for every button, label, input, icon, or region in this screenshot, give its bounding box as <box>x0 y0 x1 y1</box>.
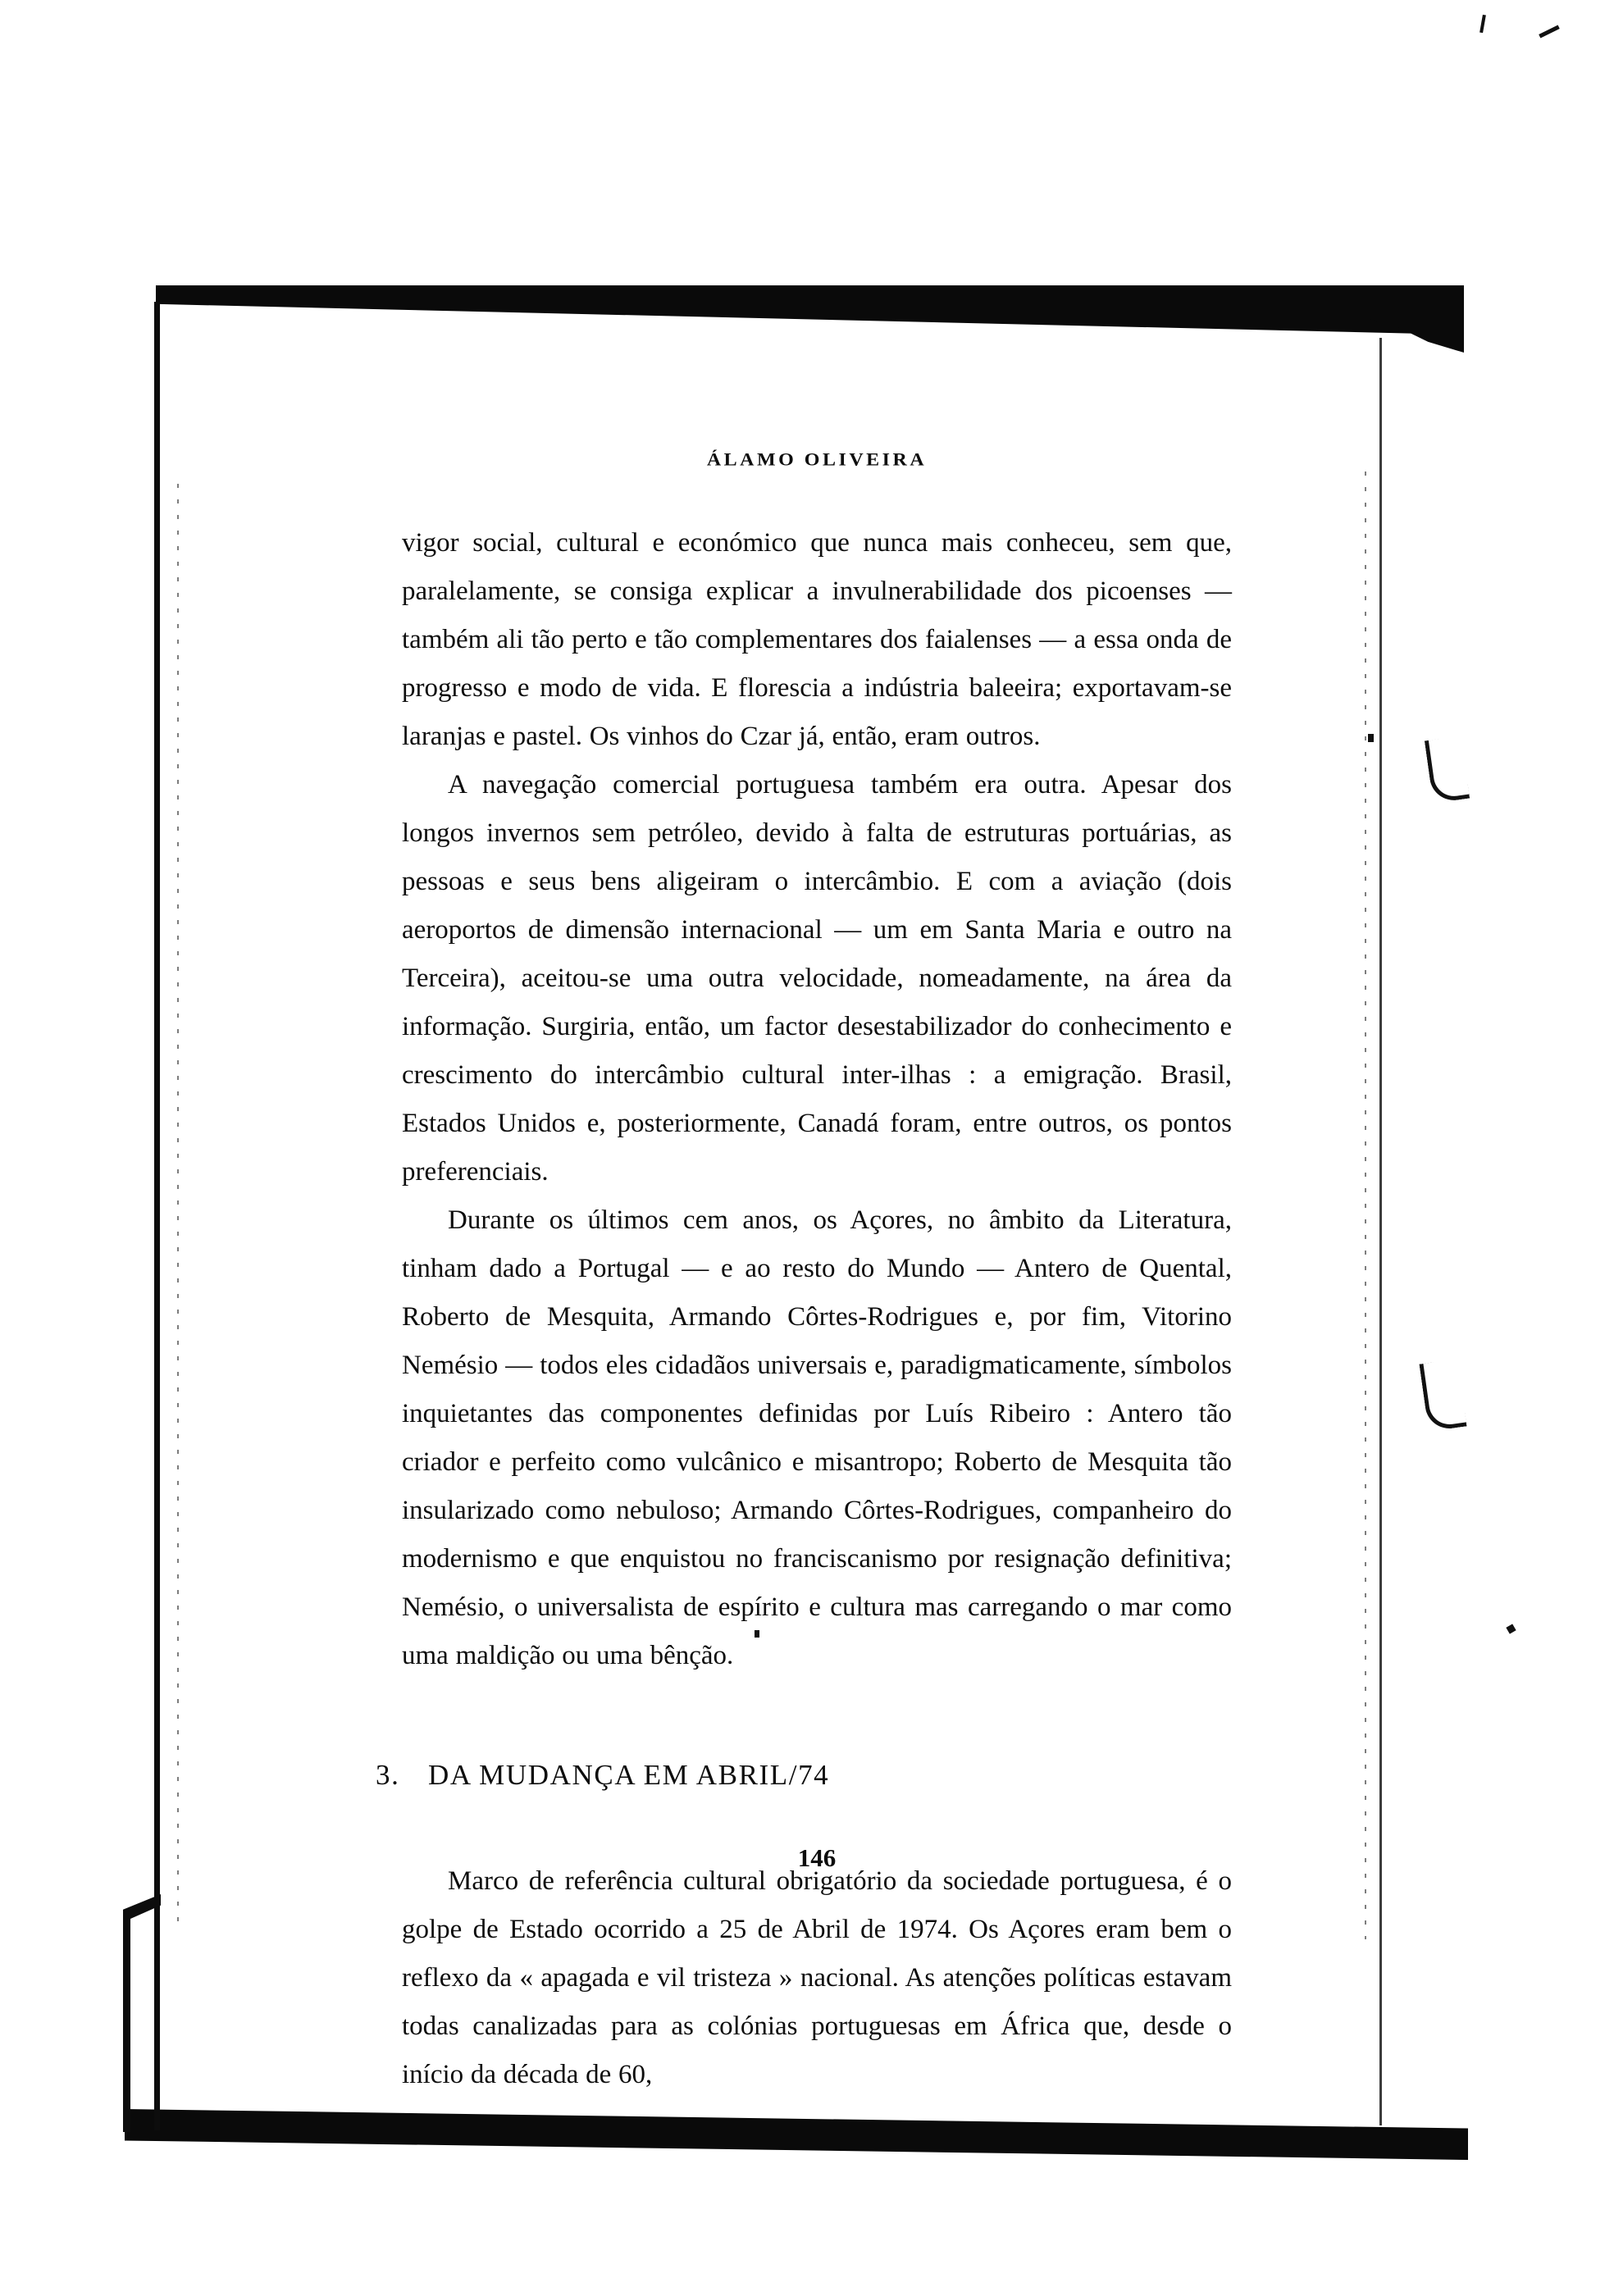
page-edge-ghost-left <box>177 484 179 1927</box>
paragraph-1: vigor social, cultural e económico que nunca mais conheceu, sem que, paralelamente, se consiga explicar a invulnerabilidade dos picoenses — também ali tão perto e tão complementares dos faialenses — a essa onda de progresso e modo de vida. E florescia a indústria baleeira; exportavam-se laranjas e pastel. Os vinhos do Czar já, então, eram outros. <box>402 528 1232 751</box>
ink-hook-mark-upper <box>1425 736 1470 804</box>
scan-border-top <box>156 285 1460 335</box>
paragraph-3: Durante os últimos cem anos, os Açores, no âmbito da Literatura, tinham dado a Portugal — e ao resto do Mundo — Antero de Quental, Roberto de Mesquita, Armando Côrtes-Rodrigues e, por fim, Vitorino Nemésio — todos eles cidadãos universais e, paradigmaticamente, símbolos inquietantes das componentes definidas por Luís Ribeiro : Antero tão criador e perfeito como vulcânico e misantropo; Roberto de Mesquita tão insularizado como nebuloso; Armando Côrtes-Rodrigues, companheiro do modernismo e que enquistou no franciscanismo por resignação definitiva; Nemésio, o universalista de espírito e cultura mas carregando o mar como uma maldição ou uma bênção. <box>402 1205 1232 1670</box>
ink-speck-right-b <box>1506 1624 1516 1633</box>
section-number: 3. <box>376 1759 400 1791</box>
page-number: 146 <box>797 1843 837 1872</box>
ink-speck-top-left <box>1480 15 1486 33</box>
running-head: ÁLAMO OLIVEIRA <box>706 449 928 471</box>
scan-border-right <box>1379 338 1382 2125</box>
page-edge-ghost-right <box>1365 472 1366 1939</box>
paragraph-4: Marco de referência cultural obrigatório da sociedade portuguesa, é o golpe de Estado ocorrido a 25 de Abril de 1974. Os Açores eram bem o reflexo da « apagada e vil tristeza » nacional. As atenções políticas estavam todas canalizadas para as colónias portuguesas em África que, desde o início da década de 60, <box>402 1866 1232 2089</box>
scan-border-top-corner <box>1370 285 1464 353</box>
scan-border-left <box>154 302 160 2130</box>
scan-border-left-lower <box>123 1911 130 2132</box>
section-heading <box>376 1756 1232 1795</box>
ink-speck-right-a <box>1368 734 1374 742</box>
section-title: DA MUDANÇA EM ABRIL/74 <box>428 1759 830 1791</box>
paragraph-2: A navegação comercial portuguesa também era outra. Apesar dos longos invernos sem petróleo, devido à falta de estruturas portuárias, as pessoas e seus bens aligeiram o intercâmbio. E com a aviação (dois aeroportos de dimensão internacional — um em Santa Maria e outro na Terceira), aceitou-se uma outra velocidade, nomeadamente, na área da informação. Surgiria, então, um factor desestabilizador do conhecimento e crescimento do intercâmbio cultural inter-ilhas : a emigração. Brasil, Estados Unidos e, posteriormente, Canadá foram, entre outros, os pontos preferenciais. <box>402 770 1232 1187</box>
ink-speck-top-right <box>1539 25 1560 39</box>
ink-hook-mark-lower <box>1419 1359 1466 1432</box>
scan-border-bottom <box>125 2109 1468 2160</box>
